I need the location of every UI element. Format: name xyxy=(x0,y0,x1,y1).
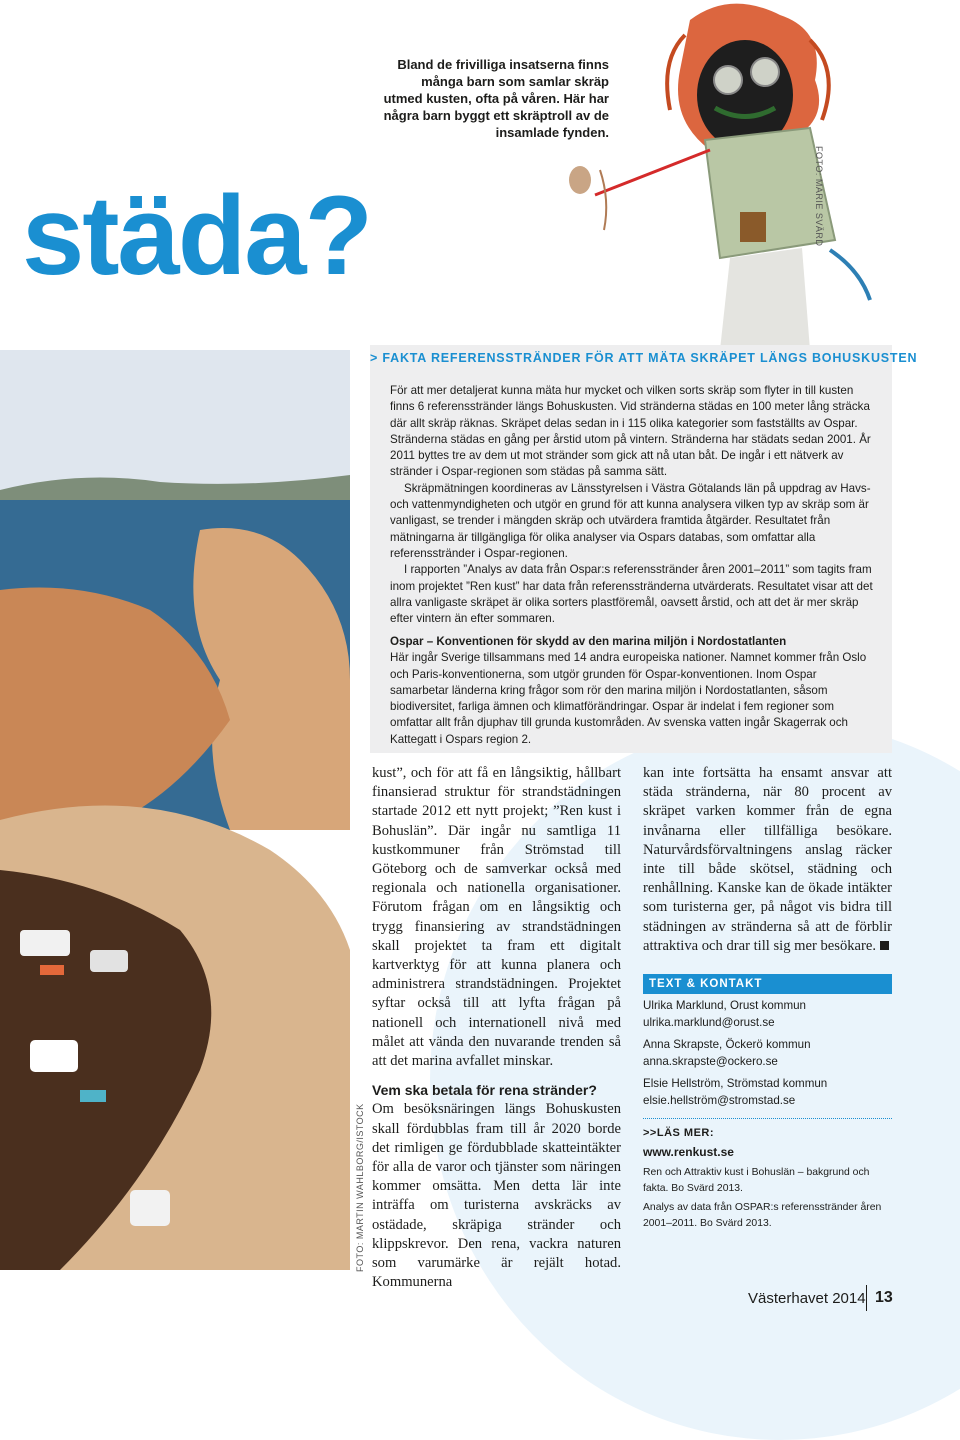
contact-item xyxy=(643,1076,892,1109)
contact-name: Ulrika Marklund, Orust kommun xyxy=(643,999,806,1012)
contact-item xyxy=(643,998,892,1031)
contact-list xyxy=(643,998,892,1115)
fakta-paragraph: I rapporten ”Analys av data från Ospar:s referensstränder åren 2001–2011” som tagits fram inom projektet ”Ren kust” har data från referensstränderna utvärderats. Resultatet visar att det allra vanligaste skräpet är olika sorters plastföremål, oavsett årstid, och att det är mer skräp efter vintern än efter sommaren. xyxy=(390,563,873,626)
contact-heading: TEXT & KONTAKT xyxy=(643,974,892,994)
fakta-arrow: > xyxy=(370,351,379,365)
photo-credit-top: FOTO: MARIE SVÄRD xyxy=(814,146,824,247)
article-subheading: Vem ska betala för rena stränder? xyxy=(372,1082,597,1099)
trash-troll-photo xyxy=(540,0,900,350)
contact-email[interactable]: elsie.hellström@stromstad.se xyxy=(643,1093,796,1107)
contact-email[interactable]: ulrika.marklund@orust.se xyxy=(643,1015,775,1029)
photo-credit-left: FOTO: MARTIN WAHLBORG/ISTOCK xyxy=(355,1103,365,1272)
article-column-1 xyxy=(372,764,621,1292)
read-more-heading: >>LÄS MER: xyxy=(643,1127,715,1139)
ospar-heading: Ospar – Konventionen för skydd av den marina miljön i Nordostatlanten xyxy=(390,635,787,648)
ospar-section xyxy=(390,634,876,748)
contact-email[interactable]: anna.skrapste@ockero.se xyxy=(643,1054,778,1068)
fakta-label: FAKTA xyxy=(382,351,427,365)
contact-name: Anna Skrapste, Öckerö kommun xyxy=(643,1038,811,1051)
divider xyxy=(643,1118,892,1119)
headline: städa? xyxy=(22,173,371,298)
article-text: Om besöksnäringen längs Bohuskusten skall fördubblas fram till år 2020 borde det rimligen ge fördubblade skatteintäkter för alla de varor och tjänster som näringen kommer omsätta. Men detta lär inte inträffa om turisterna avskräcks av ostädade, skräpiga stränder och klippskrevor. Den rena, vackra naturen som varumärke är rejält hotad. Kommunerna xyxy=(372,1101,621,1291)
footer-magazine: Västerhavet 2014 xyxy=(748,1290,866,1307)
read-more-link[interactable]: www.renkust.se xyxy=(643,1145,734,1159)
article-text: kan inte fortsätta ha ensamt ansvar att städa stränderna, när 80 procent av skräpet varken kommer från de egna invånarna eller tillfälliga besökare. Naturvårdsförvaltningens anslag räcker inte till både skötsel, städning och renhållning. Kanske kan de ökade intäkter som turisterna ger, på något vis bidra till städningen av stränderna så att de förblir attraktiva och drar till sig mer besökare. xyxy=(643,765,892,954)
fakta-paragraph: För att mer detaljerat kunna mäta hur mycket och vilken sorts skräp som flyter in till kusten finns 6 referensstränder längs Bohuskusten. Vid stränderna städas en 100 meter lång sträcka där allt skräp räknas. Skräpet delas sedan in i 115 olika kategorier som fastställts av Ospar. Stränderna städas en gång per årstid utom på vintern. Stränderna har städats sedan 2001. År 2011 byttes tre av dem ut mot stränder som gick att nå utan båt. De ingår i ett nätverk av stränder i Ospar-regionen som städas på samma sätt. xyxy=(390,384,871,479)
littered-coast-photo xyxy=(0,350,350,1270)
contact-item xyxy=(643,1037,892,1070)
fakta-title: REFERENSSTRÄNDER FÖR ATT MÄTA SKRÄPET LÄNGS BOHUSKUSTEN xyxy=(430,351,918,365)
ospar-text: Här ingår Sverige tillsammans med 14 andra europeiska nationer. Namnet kommer från Oslo och Paris-konventionerna, som utgör grunden för Ospar-konventionen. Inom Ospar samarbetar länderna kring frågor som rör den marina miljön i Nordostatlanten, såsom biodiversitet, farliga ämnen och klimatförändringar. Ospar är indelat i fem regioner som omfattar allt från djuphav till grunda kustområden. Av svenska vatten ingår Skagerrak och Kattegatt i Ospars region 2. xyxy=(390,651,867,746)
fakta-paragraph: Skräpmätningen koordineras av Länsstyrelsen i Västra Götalands län på uppdrag av Havs- och vattenmyndigheten och utgör en grund för att kunna analysera vilken typ av skräp som är vanligast, se trender i mängden skräp och utvärdera framtida åtgärder. Resultatet från mätningarna är tillgängliga för olika analyser via Ospars databas, som omfattar alla referensstränder i Ospar-regionen. xyxy=(390,481,871,560)
reference-item: Ren och Attraktiv kust i Bohuslän – bakgrund och fakta. Bo Svärd 2013. xyxy=(643,1167,870,1195)
article-column-2 xyxy=(643,764,892,956)
fakta-body xyxy=(390,383,876,627)
photo-caption: Bland de frivilliga insatserna finns många barn som samlar skräp utmed kusten, ofta på våren. Här har några barn byggt ett skräptroll av de insamlade fynden. xyxy=(383,57,609,140)
fakta-header xyxy=(370,347,918,369)
end-mark xyxy=(880,941,889,950)
page-number: 13 xyxy=(875,1289,893,1306)
read-more-references xyxy=(643,1165,892,1235)
footer-divider xyxy=(866,1285,867,1311)
contact-name: Elsie Hellström, Strömstad kommun xyxy=(643,1077,828,1090)
reference-item: Analys av data från OSPAR:s referensstränder åren 2001–2011. Bo Svärd 2013. xyxy=(643,1201,882,1230)
article-text: kust”, och för att få en långsiktig, hållbart finansierad struktur för strandstädningen startade 2012 ett nytt projekt; ”Ren kust i Bohuslän”. Där ingår nu samtliga 11 kustkommuner från Strömstad till Göteborg och de samverkar också med regionala och nationella organisationer. Förutom frågan om en långsiktig och trygg finansiering av strandstädningen skall projektet ta fram ett digitalt kartverktyg för att kunna planera och administrera strandstädningen. Projektet syftar också till att lyfta frågan på nationell och internationell nivå med målet att vända den nuvarande trenden så att det marina avfallet minskar. xyxy=(372,765,621,1070)
